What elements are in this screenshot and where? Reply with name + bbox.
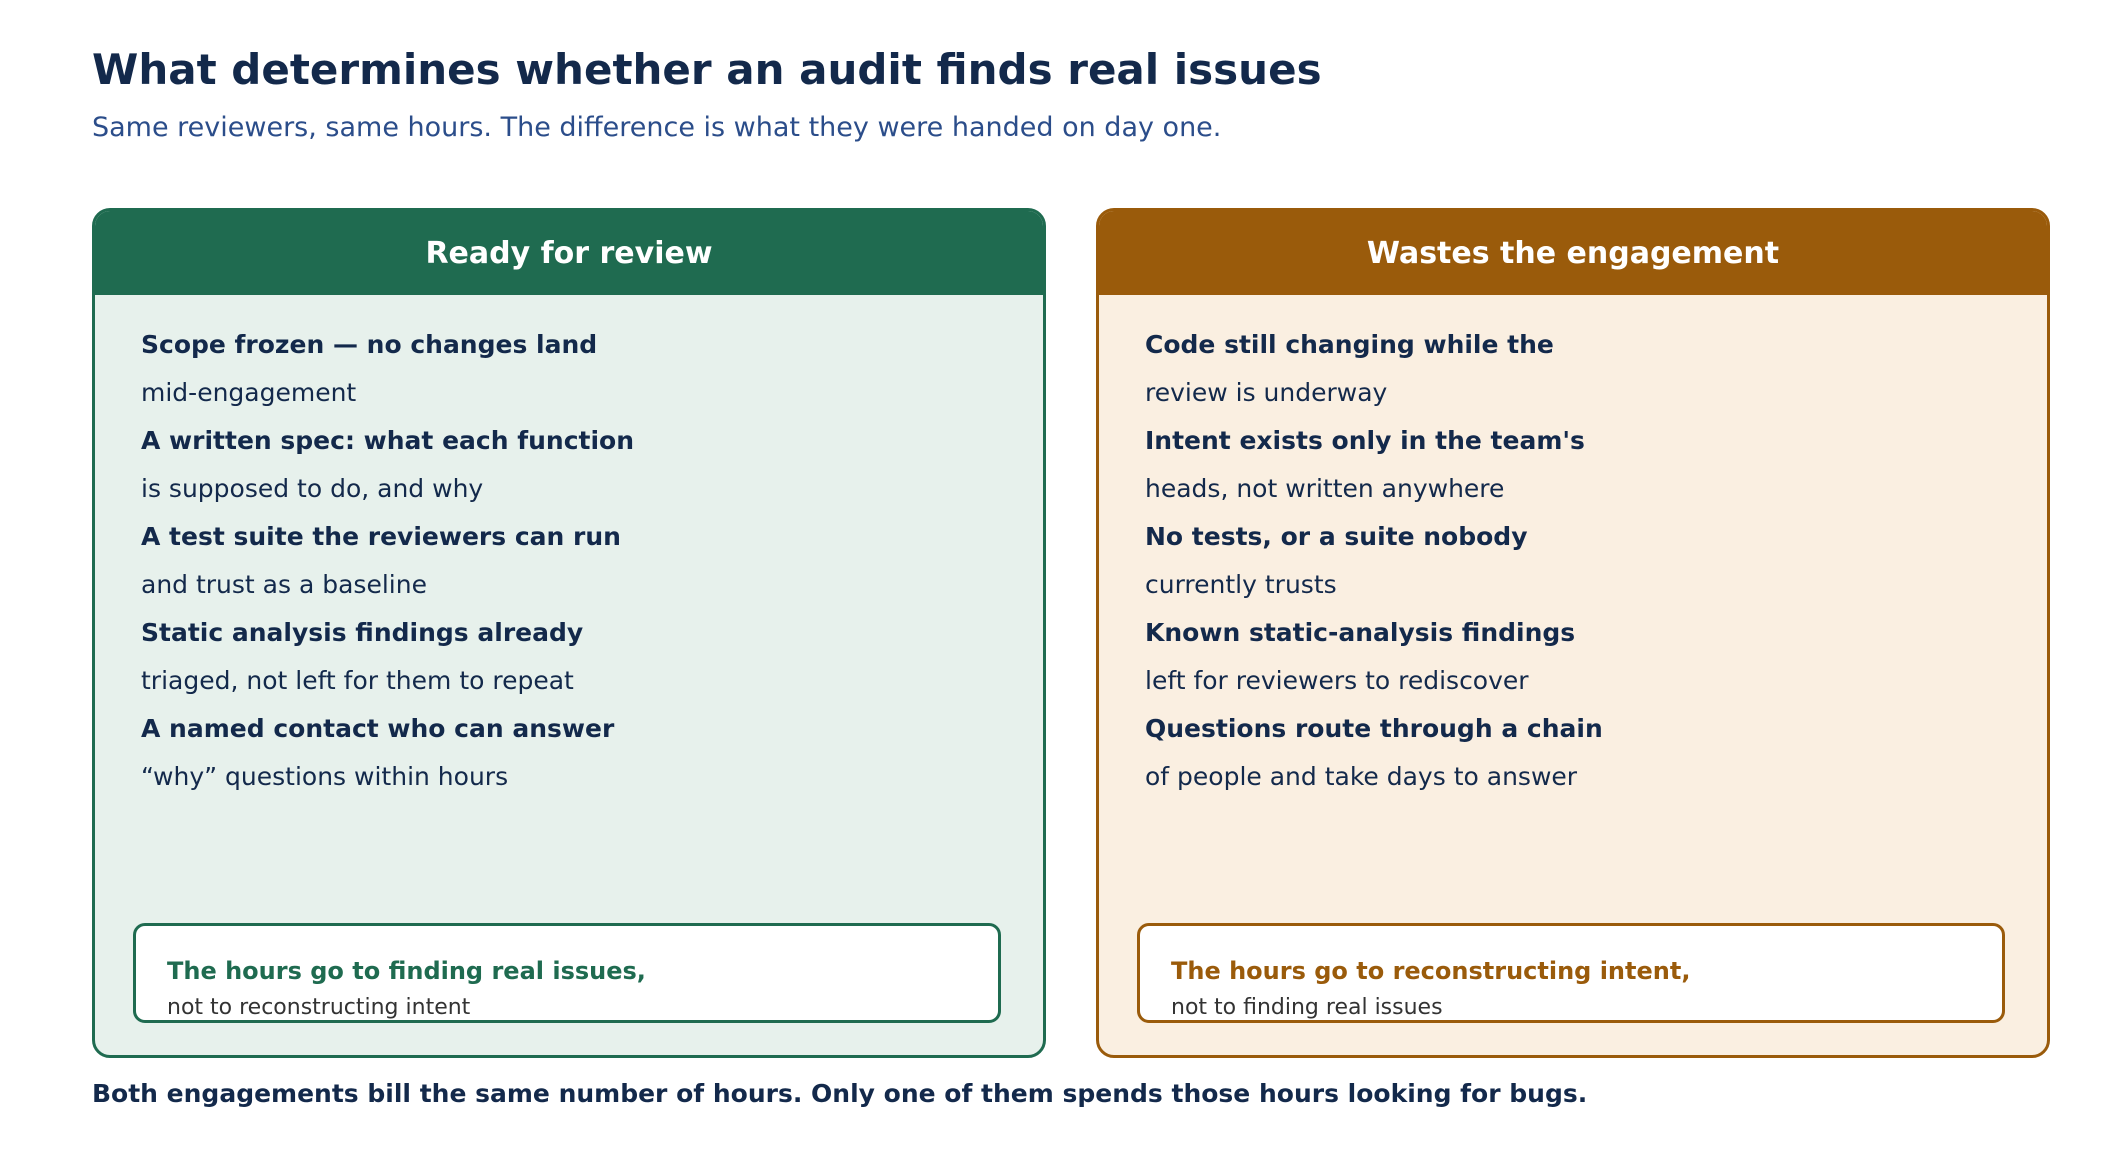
waste-callout-strong: The hours go to reconstructing intent, bbox=[1171, 957, 1691, 985]
ready-callout-box bbox=[133, 923, 1001, 1023]
waste-item-head: Known static-analysis findings bbox=[1145, 618, 1576, 647]
waste-item bbox=[1145, 705, 2007, 801]
ready-for-review-panel bbox=[92, 208, 1046, 1058]
waste-item-head: Intent exists only in the team's bbox=[1145, 426, 1585, 455]
waste-item-tail: left for reviewers to rediscover bbox=[1145, 666, 1529, 695]
ready-item-head: Scope frozen — no changes land bbox=[141, 330, 598, 359]
waste-item-tail: currently trusts bbox=[1145, 570, 1337, 599]
waste-item-head: Code still changing while the bbox=[1145, 330, 1554, 359]
waste-items-list bbox=[1145, 321, 2007, 801]
ready-item bbox=[141, 321, 1003, 417]
waste-item bbox=[1145, 321, 2007, 417]
page-title: What determines whether an audit finds real issues bbox=[92, 45, 1322, 94]
ready-item bbox=[141, 609, 1003, 705]
waste-panel-header: Wastes the engagement bbox=[1099, 211, 2047, 295]
waste-item bbox=[1145, 513, 2007, 609]
waste-item-tail: review is underway bbox=[1145, 378, 1388, 407]
waste-item bbox=[1145, 417, 2007, 513]
ready-item-head: A written spec: what each function bbox=[141, 426, 635, 455]
waste-callout-box bbox=[1137, 923, 2005, 1023]
waste-item-head: Questions route through a chain bbox=[1145, 714, 1603, 743]
waste-item-tail: heads, not written anywhere bbox=[1145, 474, 1505, 503]
ready-item-head: Static analysis findings already bbox=[141, 618, 584, 647]
waste-item-head: No tests, or a suite nobody bbox=[1145, 522, 1528, 551]
footer-note: Both engagements bill the same number of hours. Only one of them spends those hours looking for bugs. bbox=[92, 1079, 1588, 1108]
waste-callout-sub: not to finding real issues bbox=[1171, 995, 1443, 1020]
ready-item bbox=[141, 705, 1003, 801]
waste-item bbox=[1145, 609, 2007, 705]
ready-item-tail: “why” questions within hours bbox=[141, 762, 509, 791]
ready-item bbox=[141, 417, 1003, 513]
ready-item-tail: and trust as a baseline bbox=[141, 570, 427, 599]
page-subtitle: Same reviewers, same hours. The difference is what they were handed on day one. bbox=[92, 112, 1222, 143]
ready-item-tail: mid-engagement bbox=[141, 378, 357, 407]
ready-item bbox=[141, 513, 1003, 609]
ready-callout-strong: The hours go to finding real issues, bbox=[167, 957, 646, 985]
ready-item-tail: triaged, not left for them to repeat bbox=[141, 666, 574, 695]
ready-panel-header: Ready for review bbox=[95, 211, 1043, 295]
ready-callout-sub: not to reconstructing intent bbox=[167, 995, 471, 1020]
ready-item-tail: is supposed to do, and why bbox=[141, 474, 484, 503]
ready-items-list bbox=[141, 321, 1003, 801]
ready-item-head: A test suite the reviewers can run bbox=[141, 522, 621, 551]
ready-item-head: A named contact who can answer bbox=[141, 714, 615, 743]
wastes-engagement-panel bbox=[1096, 208, 2050, 1058]
waste-item-tail: of people and take days to answer bbox=[1145, 762, 1578, 791]
